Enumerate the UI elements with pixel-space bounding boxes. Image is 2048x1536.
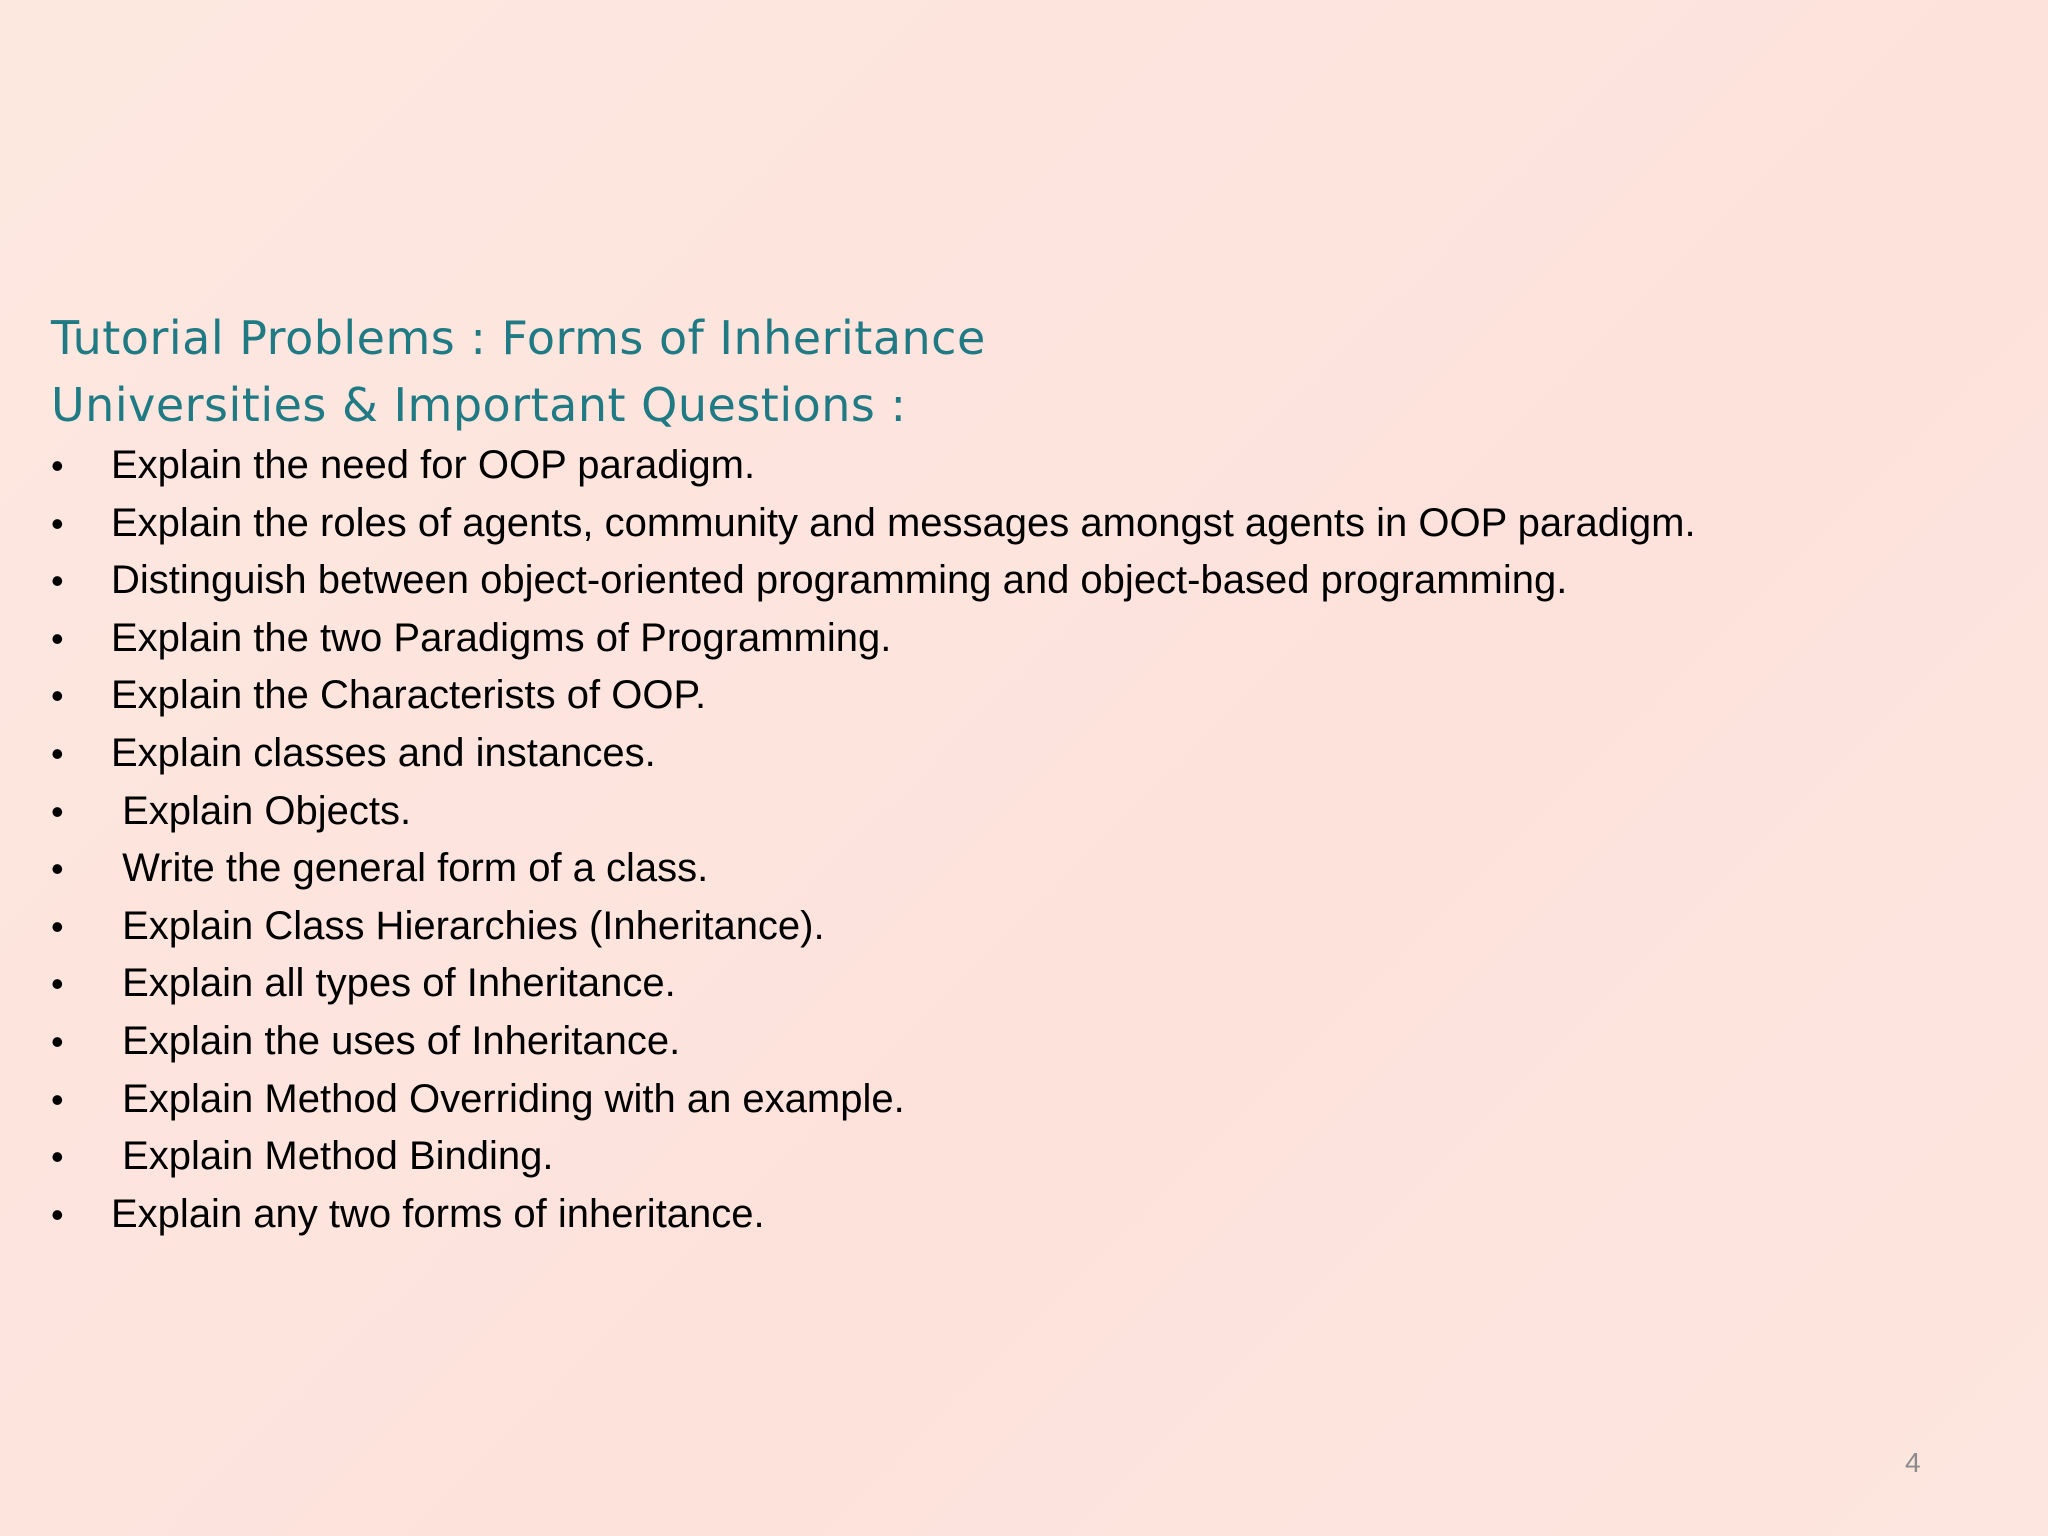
list-item — [51, 898, 2001, 956]
bullet-icon: • — [51, 1020, 64, 1062]
bullet-icon: • — [51, 1193, 64, 1235]
question-text: Explain the Characterists of OOP. — [111, 673, 707, 718]
list-item — [51, 610, 2001, 668]
list-item — [51, 1186, 2001, 1244]
bullet-icon: • — [51, 905, 64, 947]
list-item — [51, 437, 2001, 495]
list-item — [51, 1013, 2001, 1071]
bullet-icon: • — [51, 560, 64, 602]
question-text: Explain any two forms of inheritance. — [111, 1191, 765, 1236]
bullet-icon: • — [51, 732, 64, 774]
list-item — [51, 667, 2001, 725]
question-text: Explain Method Binding. — [111, 1134, 554, 1179]
bullet-icon: • — [51, 617, 64, 659]
list-item — [51, 955, 2001, 1013]
bullet-icon: • — [51, 848, 64, 890]
slide-title: Tutorial Problems : Forms of Inheritance — [51, 311, 986, 365]
bullet-icon: • — [51, 1078, 64, 1120]
list-item — [51, 783, 2001, 841]
bullet-icon: • — [51, 1136, 64, 1178]
page-number: 4 — [1905, 1447, 1921, 1478]
question-text: Explain all types of Inheritance. — [111, 961, 676, 1006]
question-text: Distinguish between object-oriented programming and object-based programming. — [111, 558, 1568, 603]
slide-headings — [51, 305, 1951, 439]
slide-subtitle: Universities & Important Questions : — [51, 378, 907, 432]
question-text: Write the general form of a class. — [111, 846, 709, 891]
list-item — [51, 552, 2001, 610]
list-item — [51, 1128, 2001, 1186]
bullet-icon: • — [51, 963, 64, 1005]
question-text: Explain Method Overriding with an example. — [111, 1076, 905, 1121]
question-text: Explain the roles of agents, community and messages amongst agents in OOP paradigm. — [111, 500, 1696, 545]
question-text: Explain Objects. — [111, 788, 412, 833]
question-text: Explain classes and instances. — [111, 730, 656, 775]
list-item — [51, 495, 2001, 553]
list-item — [51, 1071, 2001, 1129]
bullet-icon: • — [51, 502, 64, 544]
question-text: Explain Class Hierarchies (Inheritance). — [111, 903, 825, 948]
list-item — [51, 840, 2001, 898]
question-list — [51, 437, 2001, 1243]
list-item — [51, 725, 2001, 783]
bullet-icon: • — [51, 790, 64, 832]
bullet-icon: • — [51, 445, 64, 486]
question-text: Explain the uses of Inheritance. — [111, 1018, 681, 1063]
question-text: Explain the two Paradigms of Programming. — [111, 615, 892, 660]
bullet-icon: • — [51, 675, 64, 717]
question-text: Explain the need for OOP paradigm. — [111, 443, 756, 487]
